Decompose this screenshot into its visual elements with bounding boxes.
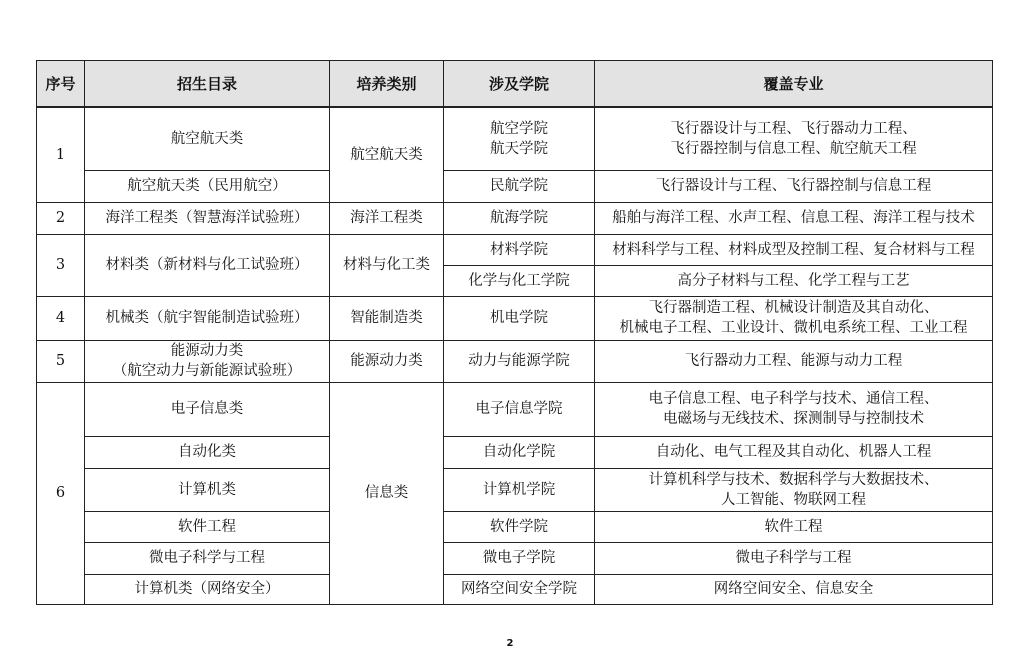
category-cell: 能源动力类 [330, 340, 444, 382]
college-cell: 机电学院 [444, 296, 595, 340]
college-cell: 材料学院 [444, 234, 595, 265]
college-cell: 计算机学院 [444, 468, 595, 511]
majors-cell: 高分子材料与工程、化学工程与工艺 [595, 265, 993, 296]
table-row [37, 382, 993, 436]
page-number: 2 [506, 638, 514, 649]
catalog-cell: 自动化类 [85, 436, 330, 468]
table-row [37, 574, 993, 604]
category-cell: 航空航天类 [330, 107, 444, 202]
header-college: 涉及学院 [444, 61, 595, 108]
table-row [37, 468, 993, 511]
row-number: 5 [37, 340, 85, 382]
majors-cell: 飞行器制造工程、机械设计制造及其自动化、 机械电子工程、工业设计、微机电系统工程、工业工程 [595, 296, 993, 340]
catalog-cell: 海洋工程类（智慧海洋试验班） [85, 202, 330, 234]
majors-cell: 自动化、电气工程及其自动化、机器人工程 [595, 436, 993, 468]
catalog-cell: 微电子科学与工程 [85, 542, 330, 574]
majors-cell: 船舶与海洋工程、水声工程、信息工程、海洋工程与技术 [595, 202, 993, 234]
majors-cell: 软件工程 [595, 511, 993, 542]
catalog-cell: 计算机类（网络安全） [85, 574, 330, 604]
college-cell: 自动化学院 [444, 436, 595, 468]
table-row [37, 170, 993, 202]
row-number: 1 [37, 107, 85, 202]
majors-cell: 飞行器动力工程、能源与动力工程 [595, 340, 993, 382]
majors-cell: 电子信息工程、电子科学与技术、通信工程、 电磁场与无线技术、探测制导与控制技术 [595, 382, 993, 436]
row-number: 3 [37, 234, 85, 296]
table-row [37, 202, 993, 234]
row-number: 6 [37, 382, 85, 604]
enrollment-table [36, 60, 993, 605]
category-cell: 信息类 [330, 382, 444, 604]
table-row [37, 542, 993, 574]
header-catalog: 招生目录 [85, 61, 330, 108]
header-category: 培养类别 [330, 61, 444, 108]
college-cell: 化学与化工学院 [444, 265, 595, 296]
catalog-cell: 能源动力类 （航空动力与新能源试验班） [85, 340, 330, 382]
catalog-cell: 软件工程 [85, 511, 330, 542]
row-number: 2 [37, 202, 85, 234]
catalog-cell: 航空航天类（民用航空） [85, 170, 330, 202]
catalog-cell: 航空航天类 [85, 107, 330, 170]
category-cell: 海洋工程类 [330, 202, 444, 234]
majors-cell: 飞行器设计与工程、飞行器控制与信息工程 [595, 170, 993, 202]
college-cell: 航海学院 [444, 202, 595, 234]
table-row [37, 340, 993, 382]
majors-cell: 飞行器设计与工程、飞行器动力工程、 飞行器控制与信息工程、航空航天工程 [595, 107, 993, 170]
header-majors: 覆盖专业 [595, 61, 993, 108]
row-number: 4 [37, 296, 85, 340]
college-cell: 动力与能源学院 [444, 340, 595, 382]
college-cell: 网络空间安全学院 [444, 574, 595, 604]
table-header-row [37, 61, 993, 108]
catalog-cell: 计算机类 [85, 468, 330, 511]
majors-cell: 网络空间安全、信息安全 [595, 574, 993, 604]
table-row [37, 296, 993, 340]
majors-cell: 微电子科学与工程 [595, 542, 993, 574]
college-cell: 电子信息学院 [444, 382, 595, 436]
category-cell: 材料与化工类 [330, 234, 444, 296]
college-cell: 软件学院 [444, 511, 595, 542]
table-row [37, 511, 993, 542]
college-cell: 航空学院 航天学院 [444, 107, 595, 170]
table-row [37, 107, 993, 170]
table-row [37, 234, 993, 265]
catalog-cell: 电子信息类 [85, 382, 330, 436]
catalog-cell: 材料类（新材料与化工试验班） [85, 234, 330, 296]
header-no: 序号 [37, 61, 85, 108]
majors-cell: 材料科学与工程、材料成型及控制工程、复合材料与工程 [595, 234, 993, 265]
table-row [37, 436, 993, 468]
majors-cell: 计算机科学与技术、数据科学与大数据技术、 人工智能、物联网工程 [595, 468, 993, 511]
college-cell: 微电子学院 [444, 542, 595, 574]
college-cell: 民航学院 [444, 170, 595, 202]
category-cell: 智能制造类 [330, 296, 444, 340]
catalog-cell: 机械类（航宇智能制造试验班） [85, 296, 330, 340]
